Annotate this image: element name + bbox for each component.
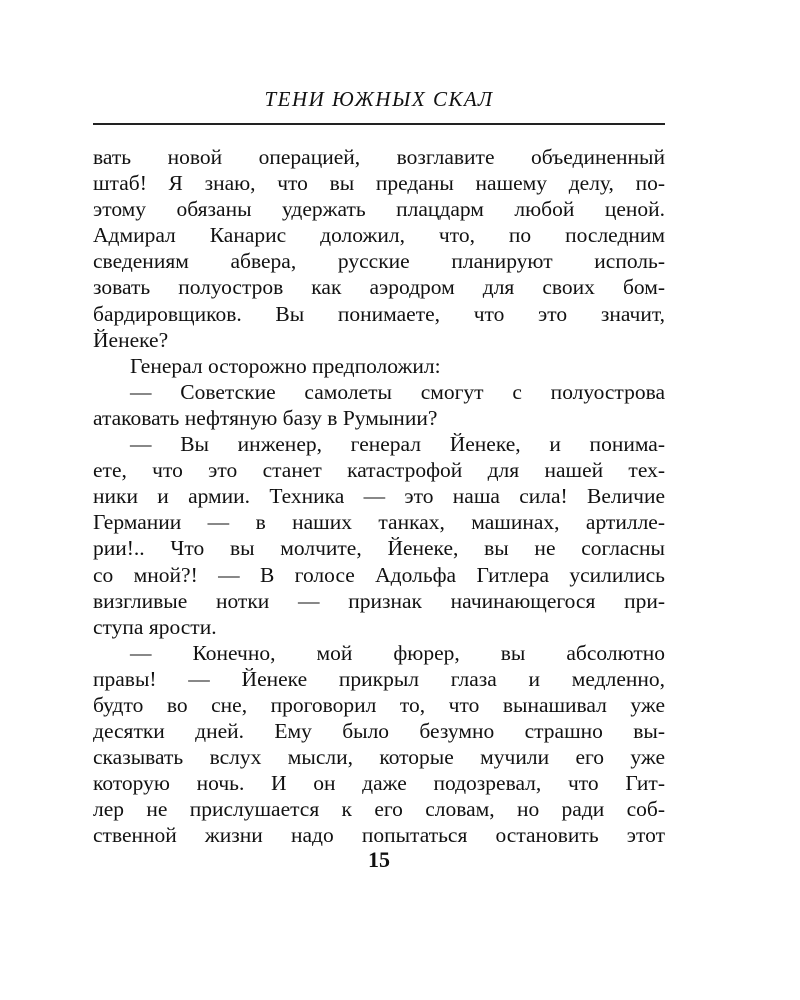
page-number: 15 — [368, 847, 390, 872]
text-line: ственной жизни надо попытаться остановить этот — [93, 823, 665, 848]
text-line: лер не прислушается к его словам, но ради соб- — [93, 797, 665, 822]
text-line: бардировщиков. Вы понимаете, что это значит, — [93, 301, 665, 326]
text-line: атаковать нефтяную базу в Румынии? — [93, 405, 438, 430]
text-line: — Вы инженер, генерал Йенеке, и понима- — [130, 432, 665, 457]
body-text — [93, 144, 665, 849]
text-line: десятки дней. Ему было безумно страшно вы- — [93, 719, 665, 744]
text-line: штаб! Я знаю, что вы преданы нашему делу, по- — [93, 171, 665, 196]
text-line: правы! — Йенеке прикрыл глаза и медленно, — [93, 666, 665, 691]
text-line: будто во сне, проговорил то, что вынашивал уже — [93, 692, 665, 717]
text-line: со мной?! — В голосе Адольфа Гитлера усилились — [93, 562, 665, 587]
text-line: сказывать вслух мысли, которые мучили его уже — [93, 745, 665, 770]
text-line: ступа ярости. — [93, 614, 217, 639]
text-line: визгливые нотки — признак начинающегося при- — [93, 588, 665, 613]
text-line: зовать полуостров как аэродром для своих бом- — [93, 275, 665, 300]
text-line: Генерал осторожно предположил: — [130, 353, 441, 378]
text-line: — Конечно, мой фюрер, вы абсолютно — [130, 640, 665, 665]
text-line: сведениям абвера, русские планируют исполь- — [93, 249, 665, 274]
text-line: Германии — в наших танках, машинах, артилле- — [93, 510, 665, 535]
running-head: ТЕНИ ЮЖНЫХ СКАЛ — [264, 87, 494, 111]
text-line: вать новой операцией, возглавите объединенный — [93, 145, 665, 169]
text-line: ники и армии. Техника — это наша сила! Величие — [93, 484, 665, 509]
text-line: Йенеке? — [93, 327, 169, 352]
header-rule — [93, 123, 665, 125]
text-line: — Советские самолеты смогут с полуострова — [130, 379, 665, 404]
text-line: рии!.. Что вы молчите, Йенеке, вы не согласны — [93, 536, 665, 561]
text-line: Адмирал Канарис доложил, что, по последним — [93, 223, 665, 248]
text-line: ете, что это станет катастрофой для нашей тех- — [93, 458, 665, 483]
text-line: которую ночь. И он даже подозревал, что Гит- — [93, 771, 665, 796]
text-line: этому обязаны удержать плацдарм любой ценой. — [93, 197, 665, 222]
